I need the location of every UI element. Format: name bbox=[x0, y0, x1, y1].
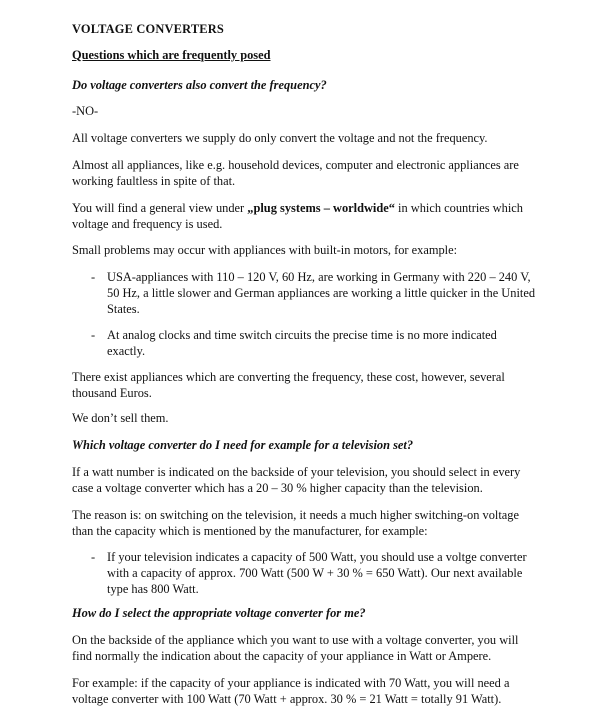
paragraph-converters-voltage-only: All voltage converters we supply do only convert the voltage and not the frequency. bbox=[72, 131, 488, 145]
paragraph-frequency-converters-line-1: There exist appliances which are converting the frequency, these cost, however, several bbox=[72, 370, 505, 384]
plug-systems-text-post: in which countries which bbox=[394, 201, 523, 215]
bullet-clocks-line-1: At analog clocks and time switch circuits the precise time is no more indicated bbox=[107, 328, 497, 342]
document-title: VOLTAGE CONVERTERS bbox=[72, 22, 224, 36]
bullet-television-line-2: with a capacity of approx. 700 Watt (500 W + 30 % = 650 Watt). Our next available bbox=[107, 566, 523, 580]
paragraph-reason-line-2: than the capacity which is mentioned by the manufacturer, for example: bbox=[72, 524, 428, 538]
bullet-television-line-3: type has 800 Watt. bbox=[107, 582, 199, 596]
paragraph-plug-systems-line-2: voltage and frequency is used. bbox=[72, 217, 223, 231]
bullet-usa-line-3: States. bbox=[107, 302, 140, 316]
bullet-television-line-1: If your television indicates a capacity of 500 Watt, you should use a voltge converter bbox=[107, 550, 527, 564]
paragraph-dont-sell: We don’t sell them. bbox=[72, 411, 169, 425]
paragraph-appliances-line-1: Almost all appliances, like e.g. household devices, computer and electronic appliances are bbox=[72, 158, 519, 172]
bullet-dash: - bbox=[91, 550, 96, 564]
section-heading: Questions which are frequently posed bbox=[72, 48, 271, 62]
paragraph-watt-number-line-1: If a watt number is indicated on the backside of your television, you should select in every bbox=[72, 465, 521, 479]
paragraph-backside-line-1: On the backside of the appliance which you want to use with a voltage converter, you will bbox=[72, 633, 519, 647]
question-select-converter: How do I select the appropriate voltage converter for me? bbox=[72, 606, 366, 620]
bullet-usa-line-1: USA-appliances with 110 – 120 V, 60 Hz, are working in Germany with 220 – 240 V, bbox=[107, 270, 531, 284]
bullet-clocks-line-2: exactly. bbox=[107, 344, 146, 358]
paragraph-appliances-line-2: working faultless in spite of that. bbox=[72, 174, 236, 188]
paragraph-plug-systems-line-1 bbox=[72, 200, 572, 216]
bullet-dash: - bbox=[91, 328, 96, 342]
bullet-usa-line-2: 50 Hz, a little slower and German appliances are working a little quicker in the United bbox=[107, 286, 536, 300]
plug-systems-text-pre: You will find a general view under bbox=[72, 201, 248, 215]
answer-no: -NO- bbox=[72, 104, 99, 118]
paragraph-example-line-2: voltage converter with 100 Watt (70 Watt + approx. 30 % = 21 Watt = totally 91 Watt). bbox=[72, 692, 502, 706]
paragraph-frequency-converters-line-2: thousand Euros. bbox=[72, 386, 152, 400]
bullet-dash: - bbox=[91, 270, 96, 284]
paragraph-reason-line-1: The reason is: on switching on the television, it needs a much higher switching-on voltage bbox=[72, 508, 520, 522]
paragraph-watt-number-line-2: case a voltage converter which has a 20 – 30 % higher capacity than the television. bbox=[72, 481, 483, 495]
paragraph-motor-problems: Small problems may occur with appliances with built-in motors, for example: bbox=[72, 243, 458, 257]
paragraph-example-line-1: For example: if the capacity of your appliance is indicated with 70 Watt, you will need a bbox=[72, 676, 510, 690]
question-frequency: Do voltage converters also convert the frequency? bbox=[72, 78, 327, 92]
paragraph-backside-line-2: find normally the indication about the capacity of your appliance in Watt or Ampere. bbox=[72, 649, 492, 663]
plug-systems-reference: „plug systems – worldwide“ bbox=[247, 201, 395, 215]
question-television: Which voltage converter do I need for example for a television set? bbox=[72, 438, 414, 452]
